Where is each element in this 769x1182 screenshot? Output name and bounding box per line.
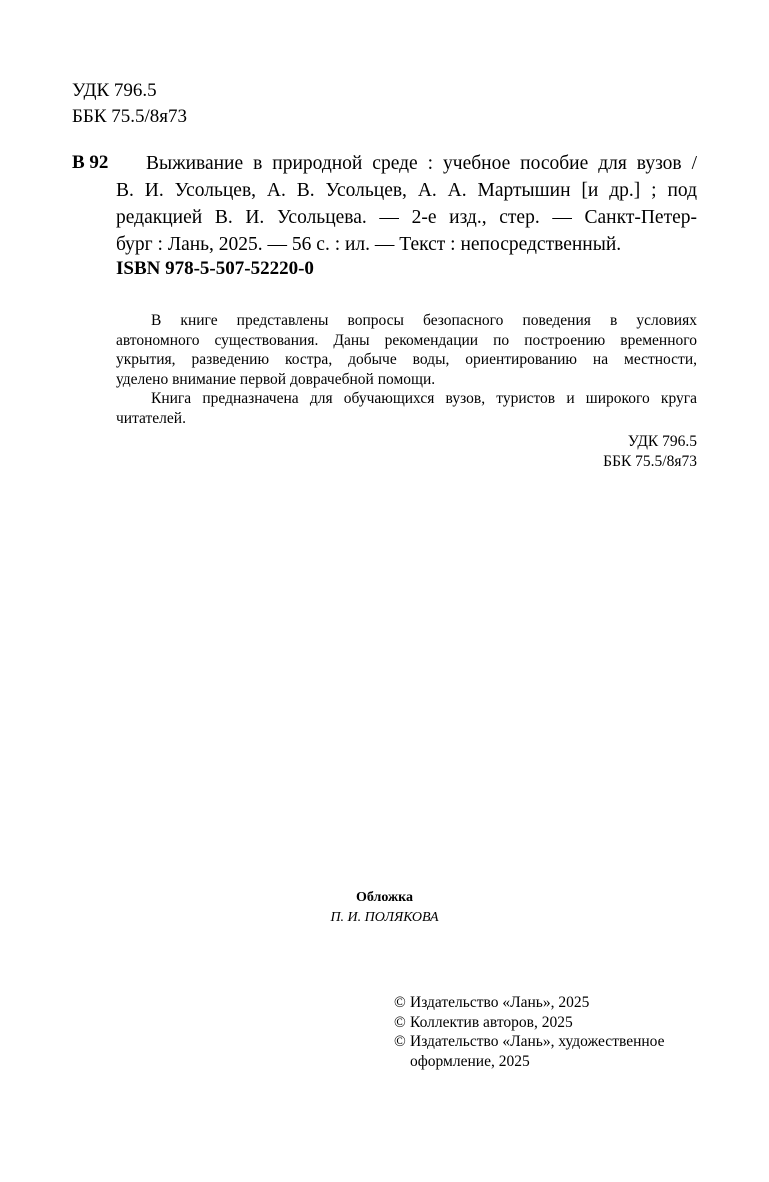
bibliographic-record — [116, 150, 697, 258]
annotation-line: читателей. — [116, 409, 186, 427]
copyright-text: Издательство «Лань», 2025 — [410, 994, 590, 1011]
bbk-code: ББК 75.5/8я73 — [72, 106, 188, 127]
copyright-line-continuation: оформление, 2025 — [410, 1052, 530, 1070]
bibliographic-line: Выживание в природной среде : учебное пособие для вузов / — [146, 153, 697, 174]
copyright-symbol: © — [394, 994, 406, 1011]
udk-code: УДК 796.5 — [72, 80, 157, 101]
annotation-line: уделено внимание первой доврачебной помощи. — [116, 370, 436, 388]
bibliographic-line: В. И. Усольцев, А. В. Усольцев, А. А. Мартышин [и др.] ; под — [116, 180, 697, 201]
annotation-line: Книга предназначена для обучающихся вузов, туристов и широкого круга — [151, 390, 697, 407]
cover-credit — [0, 888, 769, 928]
bbk-code: ББК 75.5/8я73 — [603, 453, 697, 470]
cover-credit-label: Обложка — [355, 890, 414, 905]
author-mark: В 92 — [72, 152, 109, 173]
copyright-line — [394, 1032, 664, 1052]
classification-codes-bottom — [603, 432, 697, 472]
isbn: ISBN 978-5-507-52220-0 — [116, 258, 314, 279]
bibliographic-line: бург : Лань, 2025. — 56 с. : ил. — Текст : непосредственный. — [116, 234, 622, 255]
copyright-text: Коллектив авторов, 2025 — [410, 1013, 573, 1031]
udk-code: УДК 796.5 — [627, 433, 697, 450]
copyright-symbol: © — [394, 1013, 406, 1031]
copyright-line — [394, 993, 664, 1013]
copyright-symbol: © — [394, 1033, 406, 1050]
annotation-line: В книге представлены вопросы безопасного поведения в условиях — [151, 312, 697, 329]
bibliographic-line: редакцией В. И. Усольцева. — 2-е изд., стер. — Санкт-Петер- — [116, 207, 697, 228]
cover-credit-name: П. И. ПОЛЯКОВА — [330, 910, 439, 925]
copyright-line — [394, 1013, 664, 1033]
annotation — [116, 311, 697, 428]
annotation-line: укрытия, разведению костра, добыче воды, ориентированию на местности, — [116, 351, 697, 368]
annotation-line: автономного существования. Даны рекомендации по построению временного — [116, 331, 697, 349]
classification-codes-top — [72, 78, 187, 130]
copyright-text: Издательство «Лань», художественное — [410, 1033, 665, 1050]
copyright-block — [394, 993, 664, 1071]
